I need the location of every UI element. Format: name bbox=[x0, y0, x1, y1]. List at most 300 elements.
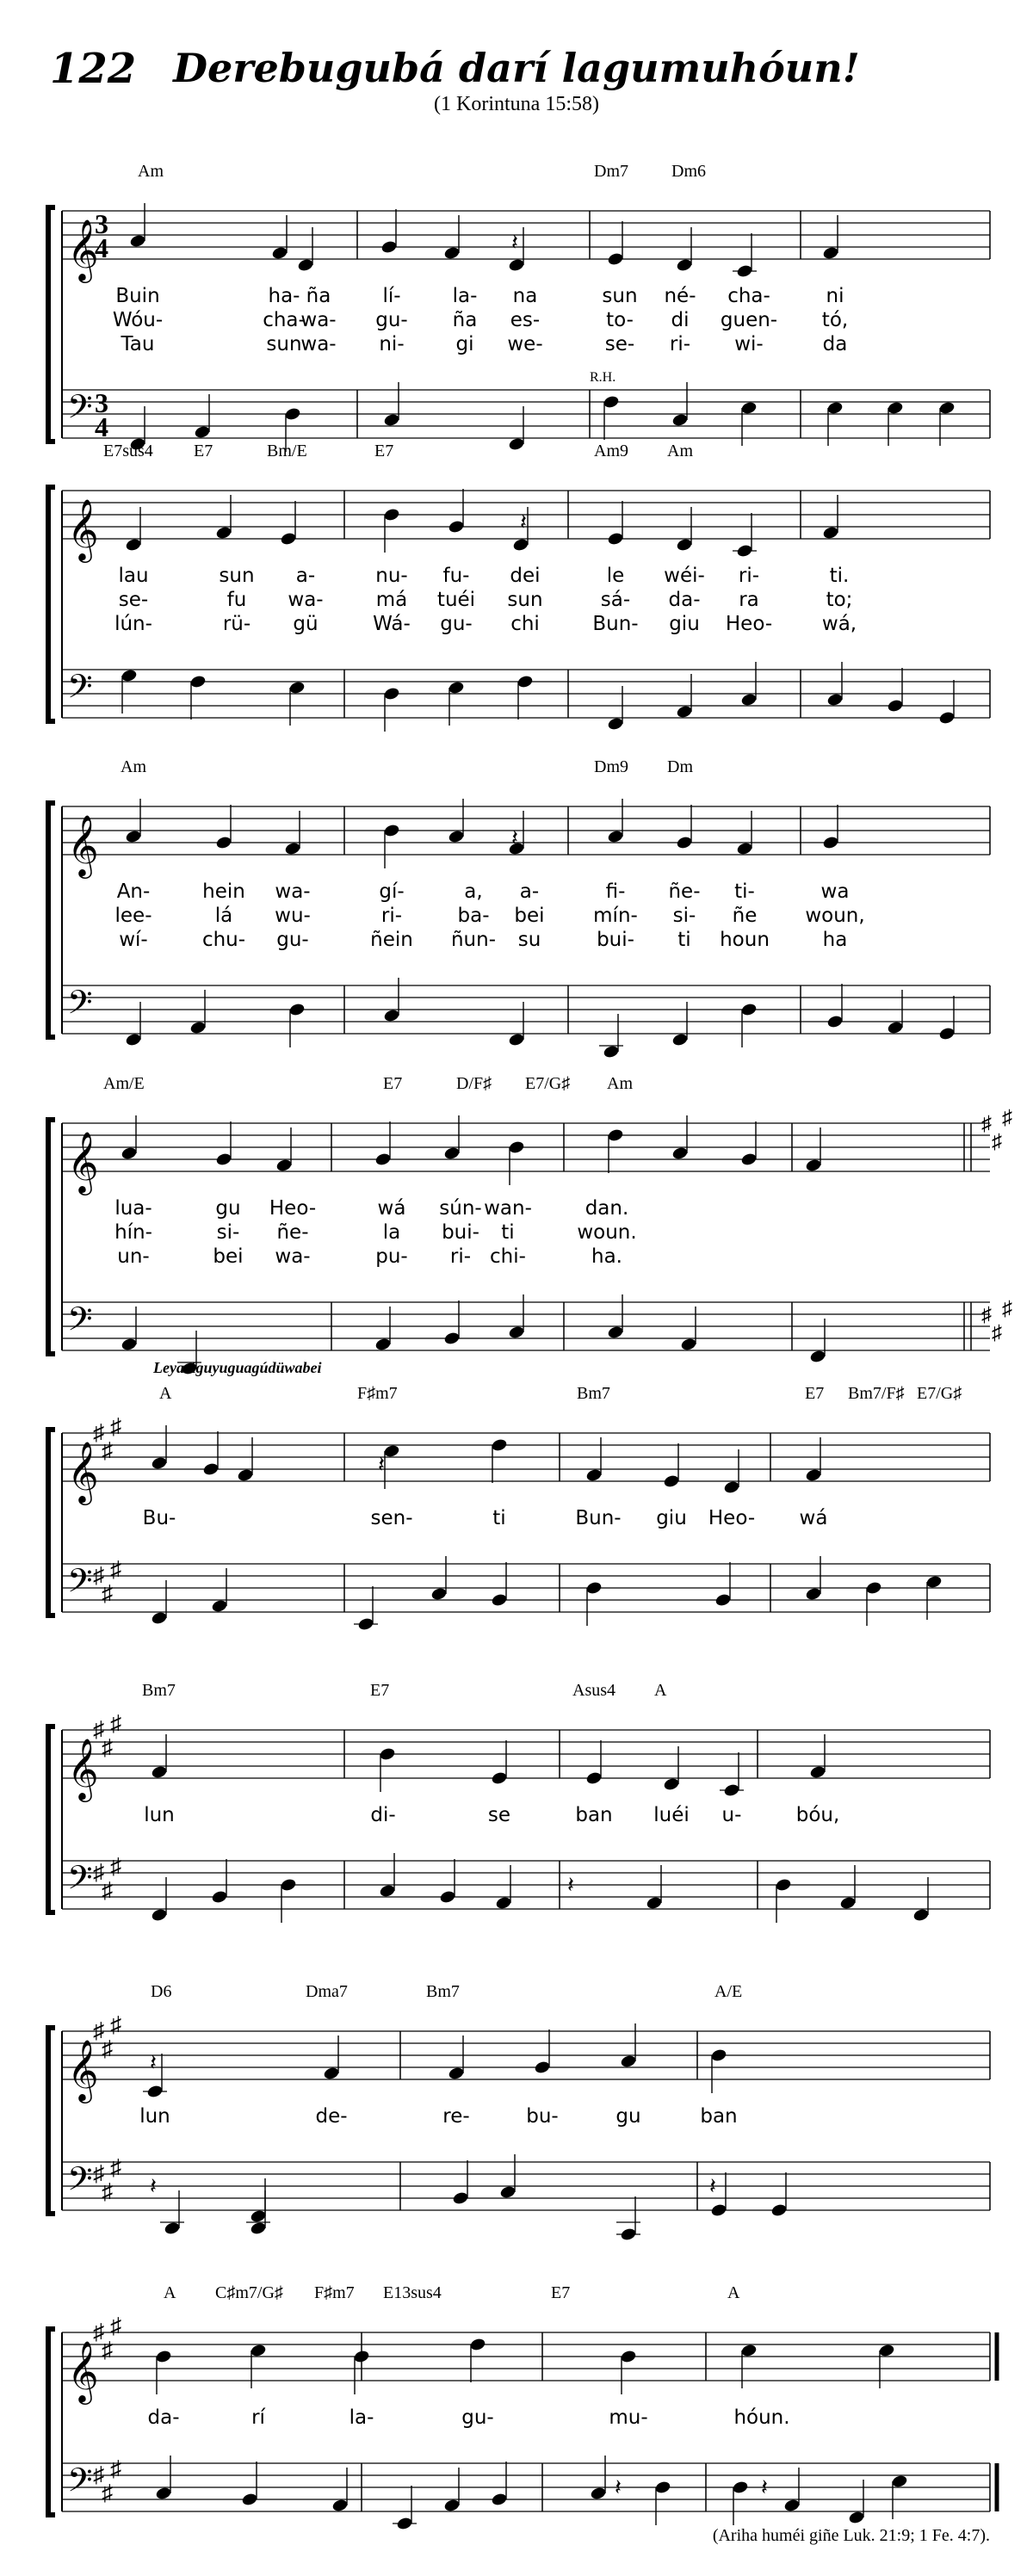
lyric-syllable: ban bbox=[575, 1804, 613, 1826]
chord-symbol: Dm9 bbox=[594, 757, 628, 776]
chord-symbol: A/E bbox=[714, 1982, 743, 2001]
bass-clef-icon: 𝄢 bbox=[67, 985, 93, 1029]
treble-note bbox=[125, 829, 142, 843]
bass-note bbox=[448, 680, 465, 695]
lyric-syllable: re- bbox=[442, 2105, 470, 2128]
treble-note bbox=[491, 1770, 508, 1785]
sharp-icon: ♯ bbox=[93, 2320, 104, 2344]
lyric-syllable: lua- bbox=[114, 1197, 152, 1220]
lyric-syllable: ñe- bbox=[668, 880, 701, 903]
chord-symbol: A bbox=[164, 2283, 176, 2302]
lyric-syllable: si- bbox=[216, 1221, 240, 1244]
lyric-syllable: fu bbox=[226, 589, 247, 611]
treble-note bbox=[383, 823, 400, 837]
treble-note bbox=[202, 1461, 220, 1476]
bass-note bbox=[826, 692, 844, 707]
lyric-syllable: pu- bbox=[375, 1245, 408, 1268]
bass-note bbox=[508, 436, 525, 451]
treble-clef-icon: 𝄞 bbox=[67, 2343, 99, 2401]
lyric-syllable: wéi- bbox=[664, 565, 705, 587]
bass-note bbox=[740, 400, 758, 415]
right-hand-marking: R.H. bbox=[590, 370, 616, 385]
system-3 bbox=[48, 757, 990, 1059]
lyric-syllable: lún- bbox=[114, 613, 152, 635]
lyric-syllable: giu bbox=[656, 1507, 687, 1529]
bass-note bbox=[826, 1014, 844, 1029]
lyric-syllable: ni bbox=[826, 285, 844, 307]
bass-note bbox=[887, 400, 904, 415]
system-7 bbox=[48, 1982, 990, 2242]
lyric-syllable: houn bbox=[720, 929, 770, 951]
sharp-icon: ♯ bbox=[992, 1131, 1002, 1153]
lyric-syllable: lee- bbox=[114, 905, 152, 927]
treble-note bbox=[534, 2060, 551, 2074]
bass-note bbox=[452, 2190, 469, 2205]
lyric-syllable: bei bbox=[213, 1245, 244, 1268]
lyric-syllable: Buin bbox=[115, 285, 160, 307]
bass-note bbox=[783, 2498, 801, 2512]
bass-note bbox=[891, 2474, 908, 2488]
treble-note bbox=[740, 2343, 758, 2357]
lyric-syllable: la- bbox=[349, 2406, 374, 2429]
bass-note bbox=[938, 400, 956, 415]
lyric-syllable: lá bbox=[214, 905, 233, 927]
chord-symbol: E13sus4 bbox=[383, 2283, 442, 2302]
chord-symbol: Bm7 bbox=[142, 1681, 176, 1700]
lyric-syllable: si- bbox=[672, 905, 696, 927]
treble-note bbox=[275, 1158, 293, 1172]
sharp-icon: ♯ bbox=[110, 1854, 121, 1879]
sharp-icon: ♯ bbox=[110, 1414, 121, 1439]
lyric-syllable: nu- bbox=[375, 565, 408, 587]
lyric-syllable: di bbox=[671, 309, 690, 331]
bass-note bbox=[770, 2202, 788, 2217]
bass-note bbox=[590, 2486, 607, 2500]
bass-note bbox=[189, 674, 207, 689]
lyric-syllable: u- bbox=[721, 1804, 742, 1826]
lyric-syllable: tó, bbox=[821, 309, 849, 331]
chord-symbol: E7 bbox=[383, 1074, 403, 1093]
treble-note bbox=[215, 835, 232, 849]
lyric-syllable: Heo- bbox=[708, 1507, 756, 1529]
lyric-syllable: a- bbox=[519, 880, 540, 903]
chord-symbol: Am bbox=[607, 1074, 633, 1093]
lyric-syllable: ti bbox=[492, 1507, 506, 1529]
treble-note bbox=[736, 841, 753, 856]
treble-note bbox=[607, 251, 624, 266]
bass-note bbox=[865, 1580, 882, 1595]
lyric-syllable: ba- bbox=[457, 905, 490, 927]
system-bracket bbox=[48, 487, 55, 721]
bass-note bbox=[189, 1020, 207, 1035]
system-8 bbox=[48, 2283, 997, 2531]
quarter-rest-icon: 𝄽 bbox=[511, 825, 518, 850]
bass-note bbox=[710, 2202, 727, 2217]
bass-note bbox=[151, 1907, 168, 1922]
bass-note bbox=[491, 2492, 508, 2506]
quarter-rest-icon: 𝄽 bbox=[511, 229, 518, 255]
lyric-syllable: sá- bbox=[600, 589, 631, 611]
treble-note bbox=[448, 519, 465, 534]
lyric-syllable: bu- bbox=[526, 2105, 559, 2128]
treble-note bbox=[822, 525, 839, 540]
treble-note bbox=[125, 537, 142, 552]
bass-note bbox=[499, 2184, 516, 2199]
system-bracket bbox=[48, 1430, 55, 1615]
lyric-syllable: ban bbox=[700, 2105, 738, 2128]
chord-symbol: Am bbox=[667, 442, 693, 460]
lyric-syllable: wa- bbox=[300, 333, 337, 355]
lyric-syllable: ri- bbox=[738, 565, 760, 587]
sharp-icon: ♯ bbox=[102, 1735, 113, 1760]
lyric-syllable: fi- bbox=[605, 880, 626, 903]
sharp-icon: ♯ bbox=[93, 2018, 104, 2043]
bass-note bbox=[288, 1002, 306, 1016]
lyric-syllable: ha. bbox=[591, 1245, 622, 1268]
sharp-icon: ♯ bbox=[110, 2155, 121, 2180]
lyric-syllable: má bbox=[375, 589, 408, 611]
bass-note bbox=[443, 2498, 461, 2512]
lyric-syllable: ñe bbox=[732, 905, 758, 927]
lyric-syllable: chi bbox=[510, 613, 540, 635]
treble-note bbox=[323, 2066, 340, 2080]
treble-time-sig-numerator: 3 bbox=[95, 208, 108, 239]
chord-symbol: E7sus4 bbox=[103, 442, 153, 460]
chord-symbol: D6 bbox=[151, 1982, 172, 2001]
sharp-icon: ♯ bbox=[102, 2338, 113, 2363]
bass-clef-icon: 𝄢 bbox=[67, 2462, 93, 2506]
chord-symbol: E7 bbox=[374, 442, 394, 460]
bass-note bbox=[775, 1877, 792, 1892]
quarter-rest-icon: 𝄽 bbox=[709, 2173, 716, 2199]
lyric-syllable: di- bbox=[370, 1804, 396, 1826]
treble-note bbox=[585, 1770, 603, 1785]
lyric-syllable: ni- bbox=[379, 333, 405, 355]
lyric-syllable: gu bbox=[215, 1197, 241, 1220]
chord-symbol: Bm7 bbox=[577, 1384, 610, 1403]
treble-note bbox=[822, 245, 839, 260]
quarter-rest-icon: 𝄽 bbox=[761, 2474, 768, 2500]
treble-note bbox=[129, 233, 146, 248]
chord-symbol: Bm7 bbox=[426, 1982, 460, 2001]
lyric-syllable: se- bbox=[604, 333, 635, 355]
bass-note bbox=[516, 674, 534, 689]
bass-clef-icon: 𝄢 bbox=[67, 389, 93, 433]
lyric-syllable: dei bbox=[510, 565, 541, 587]
bass-note bbox=[887, 698, 904, 713]
treble-note bbox=[151, 1455, 168, 1470]
quarter-rest-icon: 𝄽 bbox=[567, 1872, 574, 1898]
lyric-syllable: ti- bbox=[734, 880, 755, 903]
lyric-syllable: gu- bbox=[461, 2406, 494, 2429]
treble-clef-icon: 𝄞 bbox=[67, 501, 99, 559]
sharp-icon: ♯ bbox=[992, 1322, 1002, 1344]
chord-symbol: E7/G♯ bbox=[525, 1074, 571, 1093]
hymn-number: 122 bbox=[50, 45, 137, 93]
lyric-syllable: wa- bbox=[275, 880, 311, 903]
treble-note bbox=[663, 1776, 680, 1791]
chord-symbol: Dm bbox=[667, 757, 693, 776]
quarter-rest-icon: 𝄽 bbox=[520, 509, 527, 534]
treble-note bbox=[297, 257, 314, 272]
treble-note bbox=[443, 1146, 461, 1160]
lyric-syllable: wa- bbox=[300, 309, 337, 331]
lyric-syllable: sun bbox=[266, 333, 302, 355]
sharp-icon: ♯ bbox=[110, 2456, 121, 2481]
lyric-syllable: cha- bbox=[727, 285, 770, 307]
lyric-syllable: Bun- bbox=[592, 613, 639, 635]
chord-symbol: Am bbox=[138, 162, 164, 181]
lyric-syllable: chi- bbox=[490, 1245, 526, 1268]
treble-clef-icon: 𝄞 bbox=[67, 1134, 99, 1192]
bass-note bbox=[671, 1032, 689, 1047]
sharp-icon: ♯ bbox=[1002, 1298, 1012, 1320]
lyric-syllable: lí- bbox=[382, 285, 401, 307]
lyric-syllable: le bbox=[606, 565, 625, 587]
lyric-syllable: es- bbox=[510, 309, 541, 331]
sharp-icon: ♯ bbox=[93, 1563, 104, 1588]
treble-note bbox=[491, 1437, 508, 1452]
system-bracket bbox=[48, 2329, 55, 2515]
system-1 bbox=[48, 162, 990, 452]
treble-note bbox=[740, 1152, 758, 1166]
treble-note bbox=[508, 1140, 525, 1154]
lyric-syllable: Bun- bbox=[575, 1507, 622, 1529]
treble-note bbox=[443, 245, 461, 260]
treble-note bbox=[607, 829, 624, 843]
chord-symbol: E7 bbox=[194, 442, 213, 460]
bass-clef-icon: 𝄢 bbox=[67, 1860, 93, 1904]
chord-symbol: Dm6 bbox=[671, 162, 706, 181]
sharp-icon: ♯ bbox=[93, 1420, 104, 1445]
bass-note bbox=[508, 1032, 525, 1047]
treble-note bbox=[151, 1764, 168, 1779]
lyric-syllable: bui- bbox=[442, 1221, 479, 1244]
lyric-syllable: se bbox=[487, 1804, 511, 1826]
bass-note bbox=[491, 1592, 508, 1607]
lyric-syllable: ña bbox=[452, 309, 478, 331]
lyric-syllable: ri- bbox=[449, 1245, 472, 1268]
lyric-syllable: Heo- bbox=[269, 1197, 317, 1220]
bass-note bbox=[740, 1002, 758, 1016]
treble-clef-icon: 𝄞 bbox=[67, 1443, 99, 1502]
bass-note bbox=[155, 2486, 172, 2500]
lyric-syllable: un- bbox=[117, 1245, 150, 1268]
bass-note bbox=[938, 710, 956, 725]
bass-note bbox=[211, 1889, 228, 1904]
treble-note bbox=[607, 1127, 624, 1142]
lyric-syllable: Wá- bbox=[373, 613, 411, 635]
lyric-syllable: ri- bbox=[669, 333, 691, 355]
lyric-syllable: sún- bbox=[439, 1197, 482, 1220]
lyric-syllable: wi- bbox=[734, 333, 764, 355]
lyric-syllable: cha- bbox=[263, 309, 306, 331]
lyric-syllable: fu- bbox=[442, 565, 470, 587]
bass-clef-icon: 𝄢 bbox=[67, 669, 93, 713]
lyric-syllable: da- bbox=[668, 589, 701, 611]
bass-note bbox=[250, 2208, 267, 2223]
lyric-syllable: hóun. bbox=[733, 2406, 790, 2429]
bass-note bbox=[121, 1337, 138, 1351]
bass-note bbox=[839, 1895, 857, 1910]
sharp-icon: ♯ bbox=[102, 2036, 113, 2061]
lyric-syllable: lau bbox=[118, 565, 149, 587]
treble-note bbox=[585, 1467, 603, 1482]
chord-symbol: Asus4 bbox=[572, 1681, 616, 1700]
lyric-syllable: ra bbox=[739, 589, 759, 611]
lyric-syllable: bui- bbox=[597, 929, 634, 951]
lyric-syllable: giu bbox=[669, 613, 700, 635]
lyric-syllable: dan. bbox=[585, 1197, 629, 1220]
lyric-syllable: bei bbox=[514, 905, 545, 927]
lyric-syllable: wa bbox=[820, 880, 850, 903]
bass-note bbox=[680, 1337, 697, 1351]
system-bracket bbox=[48, 1120, 55, 1354]
sharp-icon: ♯ bbox=[981, 1304, 992, 1326]
bass-note bbox=[607, 716, 624, 731]
treble-note bbox=[822, 835, 839, 849]
sharp-icon: ♯ bbox=[102, 2480, 113, 2505]
treble-note bbox=[469, 2337, 486, 2351]
bass-note bbox=[603, 1044, 620, 1059]
lyric-syllable: a- bbox=[295, 565, 316, 587]
treble-note bbox=[512, 537, 529, 552]
bass-note bbox=[280, 1877, 297, 1892]
bass-note bbox=[607, 1325, 624, 1339]
sharp-icon: ♯ bbox=[110, 2313, 121, 2338]
bass-clef-icon: 𝄢 bbox=[67, 1563, 93, 1607]
quarter-rest-icon: 𝄽 bbox=[150, 2173, 157, 2199]
lyric-syllable: Bu- bbox=[142, 1507, 176, 1529]
bass-note bbox=[211, 1598, 228, 1613]
lyric-syllable: sun bbox=[602, 285, 638, 307]
treble-note bbox=[676, 257, 693, 272]
chord-symbol: Bm/E bbox=[267, 442, 307, 460]
sharp-icon: ♯ bbox=[1002, 1107, 1012, 1129]
treble-note bbox=[353, 2349, 370, 2363]
bass-note bbox=[439, 1889, 456, 1904]
treble-note bbox=[121, 1146, 138, 1160]
treble-note bbox=[280, 531, 297, 546]
lyric-syllable: da- bbox=[147, 2406, 180, 2429]
bass-note bbox=[151, 1610, 168, 1625]
lyric-syllable: ñein bbox=[370, 929, 413, 951]
treble-clef-icon: 𝄞 bbox=[67, 221, 99, 280]
treble-note bbox=[508, 257, 525, 272]
lyric-syllable: ri- bbox=[380, 905, 403, 927]
lyric-syllable: to; bbox=[826, 589, 853, 611]
treble-note bbox=[710, 2048, 727, 2062]
bass-note bbox=[241, 2492, 258, 2506]
treble-note bbox=[663, 1473, 680, 1488]
treble-note bbox=[155, 2349, 172, 2363]
bass-note bbox=[288, 680, 306, 695]
bass-note bbox=[383, 686, 400, 701]
treble-note bbox=[448, 829, 465, 843]
lyric-syllable: na bbox=[512, 285, 538, 307]
lyric-syllable: rü- bbox=[222, 613, 251, 635]
lyric-syllable: wí- bbox=[119, 929, 148, 951]
footer-reference: (Ariha huméi giñe Luk. 21:9; 1 Fe. 4:7). bbox=[712, 2526, 990, 2545]
lyric-syllable: rí bbox=[251, 2406, 265, 2429]
bass-note bbox=[430, 1586, 448, 1601]
lyric-syllable: gü bbox=[293, 613, 319, 635]
bass-note bbox=[383, 412, 400, 427]
chord-symbol: Dm7 bbox=[594, 162, 628, 181]
chord-symbol: E7/G♯ bbox=[917, 1384, 962, 1403]
bass-note bbox=[938, 1026, 956, 1041]
sharp-icon: ♯ bbox=[93, 1717, 104, 1742]
treble-note bbox=[271, 245, 288, 260]
chord-symbol: E7 bbox=[805, 1384, 825, 1403]
treble-clef-icon: 𝄞 bbox=[67, 817, 99, 875]
lyric-syllable: a, bbox=[464, 880, 483, 903]
lyric-syllable: la bbox=[382, 1221, 401, 1244]
bass-note bbox=[848, 2510, 865, 2524]
bass-time-sig-numerator: 3 bbox=[95, 387, 108, 418]
chord-symbol: Am9 bbox=[594, 442, 628, 460]
lyric-syllable: mín- bbox=[593, 905, 638, 927]
lyric-syllable: sun bbox=[219, 565, 255, 587]
bass-note bbox=[714, 1592, 732, 1607]
lyric-syllable: sen- bbox=[370, 1507, 413, 1529]
lyric-syllable: Wóu- bbox=[112, 309, 164, 331]
chord-symbol: E7 bbox=[370, 1681, 390, 1700]
treble-note bbox=[215, 1152, 232, 1166]
bass-note bbox=[809, 1349, 826, 1363]
chord-symbol: D/F♯ bbox=[456, 1074, 492, 1093]
treble-note bbox=[379, 1746, 396, 1761]
bass-note bbox=[646, 1895, 663, 1910]
bass-time-sig-denominator: 4 bbox=[95, 411, 108, 442]
bass-note bbox=[331, 2498, 349, 2512]
treble-note bbox=[383, 507, 400, 522]
bass-note bbox=[732, 2480, 749, 2494]
sharp-icon: ♯ bbox=[110, 1711, 121, 1736]
chord-symbol: Bm7/F♯ bbox=[848, 1384, 905, 1403]
chord-symbol: F♯m7 bbox=[357, 1384, 398, 1403]
lyric-syllable: lun bbox=[139, 2105, 170, 2128]
scripture-reference: (1 Korintuna 15:58) bbox=[434, 93, 599, 115]
system-bracket bbox=[48, 1727, 55, 1912]
lyric-syllable: tuéi bbox=[436, 589, 476, 611]
bass-clef-icon: 𝄢 bbox=[67, 1301, 93, 1345]
treble-note bbox=[237, 1467, 254, 1482]
treble-note bbox=[607, 531, 624, 546]
bass-note bbox=[443, 1331, 461, 1345]
bass-note bbox=[495, 1895, 512, 1910]
treble-note bbox=[620, 2349, 637, 2363]
bass-note bbox=[925, 1574, 943, 1589]
sharp-icon: ♯ bbox=[102, 1878, 113, 1903]
bass-note bbox=[826, 400, 844, 415]
bass-note bbox=[585, 1580, 603, 1595]
bass-clef-icon: 𝄢 bbox=[67, 2161, 93, 2205]
system-bracket bbox=[48, 2028, 55, 2214]
lyric-syllable: wan- bbox=[484, 1197, 532, 1220]
lyric-syllable: bóu, bbox=[795, 1804, 840, 1826]
chord-symbol: A bbox=[654, 1681, 667, 1700]
treble-note bbox=[676, 835, 693, 849]
sharp-icon: ♯ bbox=[93, 2462, 104, 2487]
sharp-icon: ♯ bbox=[93, 1860, 104, 1885]
treble-note bbox=[723, 1480, 740, 1494]
bass-note bbox=[194, 424, 211, 439]
treble-clef-icon: 𝄞 bbox=[67, 1740, 99, 1799]
lyric-syllable: guen- bbox=[720, 309, 778, 331]
sharp-icon: ♯ bbox=[110, 1557, 121, 1582]
lyric-syllable: woun. bbox=[577, 1221, 637, 1244]
